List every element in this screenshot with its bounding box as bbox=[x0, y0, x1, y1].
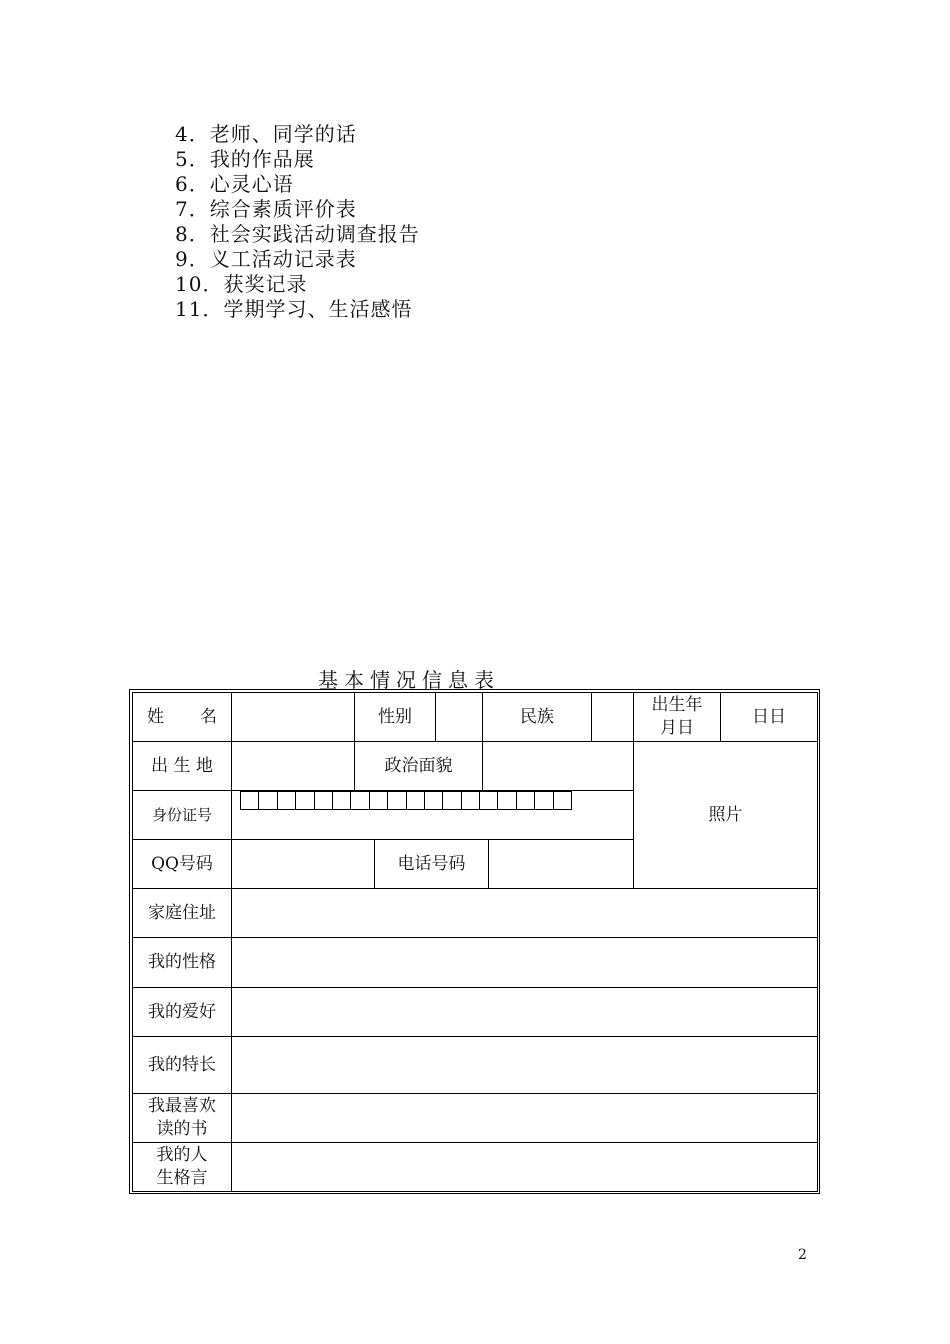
photo-box[interactable]: 照片 bbox=[633, 741, 818, 889]
toc-item: 9．义工活动记录表 bbox=[175, 247, 357, 271]
id-digit-box[interactable] bbox=[369, 791, 388, 810]
table-of-contents bbox=[175, 122, 420, 322]
specialty-label: 我的特长 bbox=[132, 1036, 232, 1094]
address-field[interactable] bbox=[231, 888, 818, 938]
personality-label: 我的性格 bbox=[132, 937, 232, 988]
life-motto-label-line: 我的人 bbox=[156, 1145, 208, 1165]
id-digit-box[interactable] bbox=[387, 791, 406, 810]
life-motto-field[interactable] bbox=[231, 1142, 818, 1192]
address-label: 家庭住址 bbox=[132, 888, 232, 938]
toc-item: 11．学期学习、生活感悟 bbox=[175, 297, 413, 321]
favorite-book-label-line: 我最喜欢 bbox=[148, 1096, 216, 1116]
ethnicity-label: 民族 bbox=[482, 692, 592, 742]
birthplace-field[interactable] bbox=[231, 741, 355, 791]
page-number: 2 bbox=[798, 1247, 807, 1263]
id-digit-box[interactable] bbox=[442, 791, 461, 810]
political-status-label: 政治面貌 bbox=[354, 741, 483, 791]
id-digit-box[interactable] bbox=[479, 791, 498, 810]
birthdate-field[interactable]: 日日 bbox=[720, 692, 818, 742]
id-digit-boxes[interactable] bbox=[240, 791, 571, 810]
favorite-book-label bbox=[132, 1093, 232, 1143]
id-digit-box[interactable] bbox=[258, 791, 277, 810]
table-title: 基本情况信息表 bbox=[318, 668, 500, 692]
toc-item: 5．我的作品展 bbox=[175, 147, 315, 171]
birthdate-label bbox=[633, 692, 721, 742]
id-digit-box[interactable] bbox=[461, 791, 480, 810]
qq-label: QQ号码 bbox=[132, 839, 232, 889]
id-digit-box[interactable] bbox=[350, 791, 369, 810]
id-digit-box[interactable] bbox=[314, 791, 333, 810]
political-status-field[interactable] bbox=[482, 741, 634, 791]
toc-item: 10．获奖记录 bbox=[175, 272, 308, 296]
hobby-field[interactable] bbox=[231, 987, 818, 1037]
id-digit-box[interactable] bbox=[497, 791, 516, 810]
id-digit-box[interactable] bbox=[295, 791, 314, 810]
ethnicity-field[interactable] bbox=[591, 692, 634, 742]
gender-label: 性别 bbox=[354, 692, 436, 742]
id-digit-box[interactable] bbox=[516, 791, 535, 810]
id-number-label: 身份证号 bbox=[132, 790, 232, 840]
name-label-part: 姓 bbox=[147, 706, 164, 727]
favorite-book-label-line: 读的书 bbox=[156, 1119, 208, 1139]
qq-field[interactable] bbox=[231, 839, 375, 889]
name-label-part: 名 bbox=[200, 706, 217, 727]
life-motto-label bbox=[132, 1142, 232, 1192]
id-digit-box[interactable] bbox=[553, 791, 572, 810]
life-motto-label-line: 生格言 bbox=[156, 1168, 208, 1188]
name-label bbox=[132, 692, 232, 742]
phone-field[interactable] bbox=[488, 839, 634, 889]
id-digit-box[interactable] bbox=[406, 791, 425, 810]
toc-item: 7．综合素质评价表 bbox=[175, 197, 357, 221]
name-field[interactable] bbox=[231, 692, 355, 742]
toc-item: 6．心灵心语 bbox=[175, 172, 294, 196]
id-digit-box[interactable] bbox=[332, 791, 351, 810]
birthdate-label-line: 月日 bbox=[660, 718, 694, 738]
gender-field[interactable] bbox=[435, 692, 483, 742]
toc-item: 4．老师、同学的话 bbox=[175, 122, 357, 146]
birthplace-label: 出 生 地 bbox=[132, 741, 232, 791]
toc-item: 8．社会实践活动调查报告 bbox=[175, 222, 420, 246]
id-digit-box[interactable] bbox=[424, 791, 443, 810]
birthdate-label-line: 出生年 bbox=[651, 695, 703, 715]
hobby-label: 我的爱好 bbox=[132, 987, 232, 1037]
phone-label: 电话号码 bbox=[374, 839, 489, 889]
favorite-book-field[interactable] bbox=[231, 1093, 818, 1143]
id-digit-box[interactable] bbox=[534, 791, 553, 810]
personality-field[interactable] bbox=[231, 937, 818, 988]
id-digit-box[interactable] bbox=[240, 791, 259, 810]
id-digit-box[interactable] bbox=[277, 791, 296, 810]
specialty-field[interactable] bbox=[231, 1036, 818, 1094]
